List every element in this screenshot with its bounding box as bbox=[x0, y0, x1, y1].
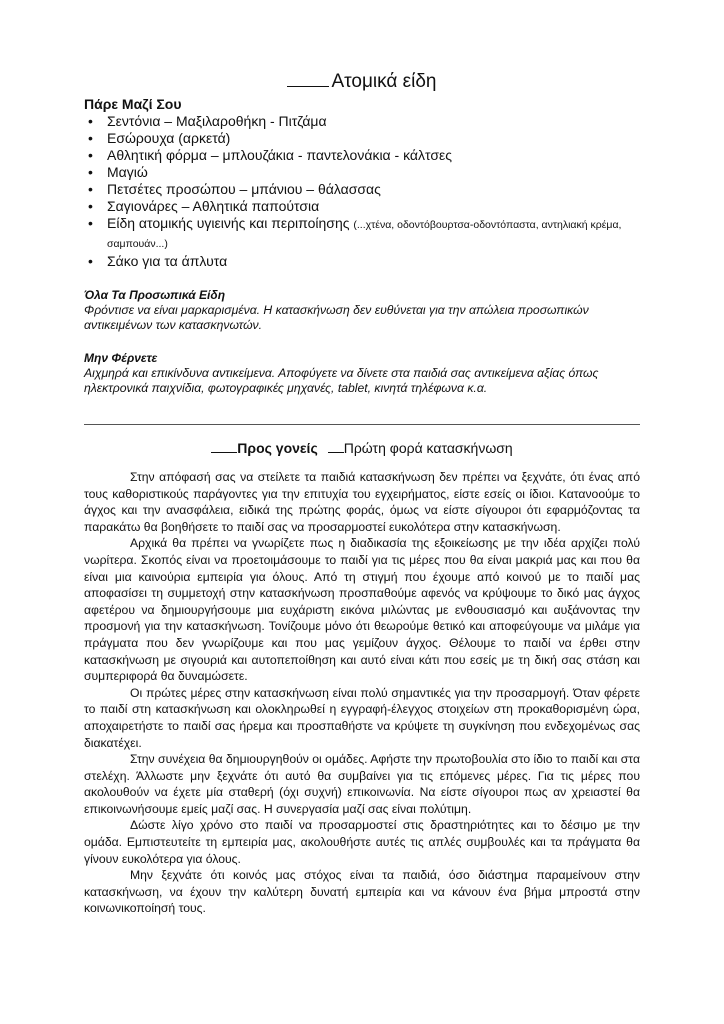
item-text: Σεντόνια – Μαξιλαροθήκη - Πιτζάμα bbox=[107, 113, 327, 129]
bullet-icon: • bbox=[88, 130, 93, 146]
bullet-icon: • bbox=[88, 164, 93, 180]
title-text: Ατομικά είδη bbox=[331, 71, 437, 92]
paragraph: Στην απόφασή σας να στείλετε τα παιδιά κατασκήνωση δεν πρέπει να ξεχνάτε, ότι ένας από τους καθοριστικούς παράγοντες για την επιτυχία του εγχειρήματος, είστε εσείς οι ίδιοι. Κατανοούμε το άγχος και την ανασφάλεια, ειδικά της πρώτης φοράς, όμως να είστε σίγουροι ότι εφαρμόζοντας τα παρακάτω θα βοηθήσετε το παιδί σας να προσαρμοστεί ευκολότερα στην κατασκήνωση. bbox=[84, 470, 640, 534]
take-with-heading: Πάρε Μαζί Σου bbox=[84, 96, 182, 112]
bullet-icon: • bbox=[88, 181, 93, 197]
horizontal-divider bbox=[84, 424, 640, 425]
item-text: Πετσέτες προσώπου – μπάνιου – θάλασσας bbox=[107, 181, 381, 197]
items-list bbox=[84, 113, 640, 270]
list-item bbox=[84, 198, 640, 215]
underline-blank bbox=[328, 439, 344, 453]
list-item bbox=[84, 130, 640, 147]
personal-items-heading: Όλα Τα Προσωπικά Είδη bbox=[84, 288, 226, 302]
paragraph: Δώστε λίγο χρόνο στο παιδί να προσαρμοστεί στις δραστηριότητες και το δέσιμο με την ομάδα. Εμπιστευτείτε τη εμπειρία μας, ακολουθήστε αυτές τις απλές συμβουλές και τα πράγματα θα γίνουν ευκολότερα για όλους. bbox=[84, 818, 640, 866]
paragraph: Μην ξεχνάτε ότι κοινός μας στόχος είναι τα παιδιά, όσο διάστημα παραμείνουν στην κατασκήνωση, να έχουν την καλύτερη δυνατή εμπειρία και να κάνουν ένα βήμα μπροστά στην κοινωνικοποίησή τους. bbox=[84, 868, 640, 916]
document-page bbox=[84, 70, 640, 917]
bullet-icon: • bbox=[88, 198, 93, 214]
item-text: Αθλητική φόρμα – μπλουζάκια - παντελονάκια - κάλτσες bbox=[107, 147, 452, 163]
list-item bbox=[84, 215, 640, 253]
bullet-icon: • bbox=[88, 253, 93, 269]
document-title bbox=[84, 70, 640, 94]
underline-blank bbox=[211, 439, 237, 453]
dont-bring-heading: Μην Φέρνετε bbox=[84, 351, 158, 365]
parents-heading: Προς γονείς bbox=[237, 440, 318, 456]
item-text: Σάκο για τα άπλυτα bbox=[107, 253, 228, 269]
list-item bbox=[84, 253, 640, 270]
parents-section-title bbox=[84, 439, 640, 457]
list-item bbox=[84, 113, 640, 130]
list-item bbox=[84, 147, 640, 164]
bullet-icon: • bbox=[88, 113, 93, 129]
item-text: Είδη ατομικής υγιεινής και περιποίησης bbox=[107, 215, 354, 231]
item-text: Εσώρουχα (αρκετά) bbox=[107, 130, 231, 146]
personal-items-text: Φρόντισε να είναι μαρκαρισμένα. Η κατασκήνωση δεν ευθύνεται για την απώλεια προσωπικών αντικειμένων των κατασκηνωτών. bbox=[84, 303, 589, 332]
paragraph: Αρχικά θα πρέπει να γνωρίζετε πως η διαδικασία της εξοικείωσης με την ιδέα αρχίζει πολύ νωρίτερα. Σκοπός είναι να προετοιμάσουμε το παιδί για τις μέρες που θα είναι μακριά μας και που θα είναι μια καινούρια εμπειρία για όλους. Από τη στιγμή που έχουμε από κοινού με το παιδί μας αποφασίσει τη συμμετοχή στην κατασκήνωση προσπαθούμε αφενός να κρύψουμε το δικό μας άγχος αφετέρου να δημιουργήσουμε μια ευχάριστη εικόνα μιλώντας με ενθουσιασμό και αυξάνοντας την προσμονή για την κατασκήνωση. Τονίζουμε μόνο ότι θεωρούμε θετικό και αποφεύγουμε να μιλάμε για πράγματα που δεν γνωρίζουμε και που μας γεμίζουν άγχος. Θέλουμε το παιδί να έρθει στην κατασκήνωση με σιγουριά και αυτοπεποίθηση και αυτό είναι κάτι που εσείς με τη δική σας στάση και συμπεριφορά θα δυναμώσετε. bbox=[84, 536, 640, 684]
item-text: Σαγιονάρες – Αθλητικά παπούτσια bbox=[107, 198, 320, 214]
parents-body bbox=[84, 469, 640, 917]
bullet-icon: • bbox=[88, 215, 93, 231]
parents-subheading: Πρώτη φορά κατασκήνωση bbox=[343, 440, 513, 456]
bullet-icon: • bbox=[88, 147, 93, 163]
list-item bbox=[84, 164, 640, 181]
item-text: Μαγιώ bbox=[107, 164, 148, 180]
item-note: (...χτένα, οδοντόβουρτσα-οδοντόπαστα, αντηλιακή κρέμα, σαμπουάν...) bbox=[107, 219, 622, 250]
paragraph: Στην συνέχεια θα δημιουργηθούν οι ομάδες. Αφήστε την πρωτοβουλία στο ίδιο το παιδί και στα στελέχη. Άλλωστε μην ξεχνάτε ότι αυτό θα συμβαίνει για τις επόμενες μέρες. Για τις μέρες που ακολουθούν να έχετε μία σταθερή (όχι συχνή) επικοινωνία. Να είστε σίγουροι πως αν χρειαστεί θα επικοινωνήσουμε εμείς μαζί σας. Η συνεργασία μαζί σας είναι πολύτιμη. bbox=[84, 752, 640, 816]
list-item bbox=[84, 181, 640, 198]
dont-bring-text: Αιχμηρά και επικίνδυνα αντικείμενα. Αποφύγετε να δίνετε στα παιδιά σας αντικείμενα αξίας όπως ηλεκτρονικά παιχνίδια, φωτογραφικές μηχανές, tablet, κινητά τηλέφωνα κ.α. bbox=[84, 366, 599, 395]
title-underline-blank bbox=[287, 70, 329, 87]
paragraph: Οι πρώτες μέρες στην κατασκήνωση είναι πολύ σημαντικές για την προσαρμογή. Όταν φέρετε το παιδί στη κατασκήνωση και ολοκληρωθεί η εγγραφή-έλεγχος στοιχείων στη προκαθορισμένη ώρα, αποχαιρετήστε το παιδί σας ήρεμα και προσπαθήστε να κρύψετε τη συγκίνηση που ενδεχομένως σας διακατέχει. bbox=[84, 685, 640, 750]
